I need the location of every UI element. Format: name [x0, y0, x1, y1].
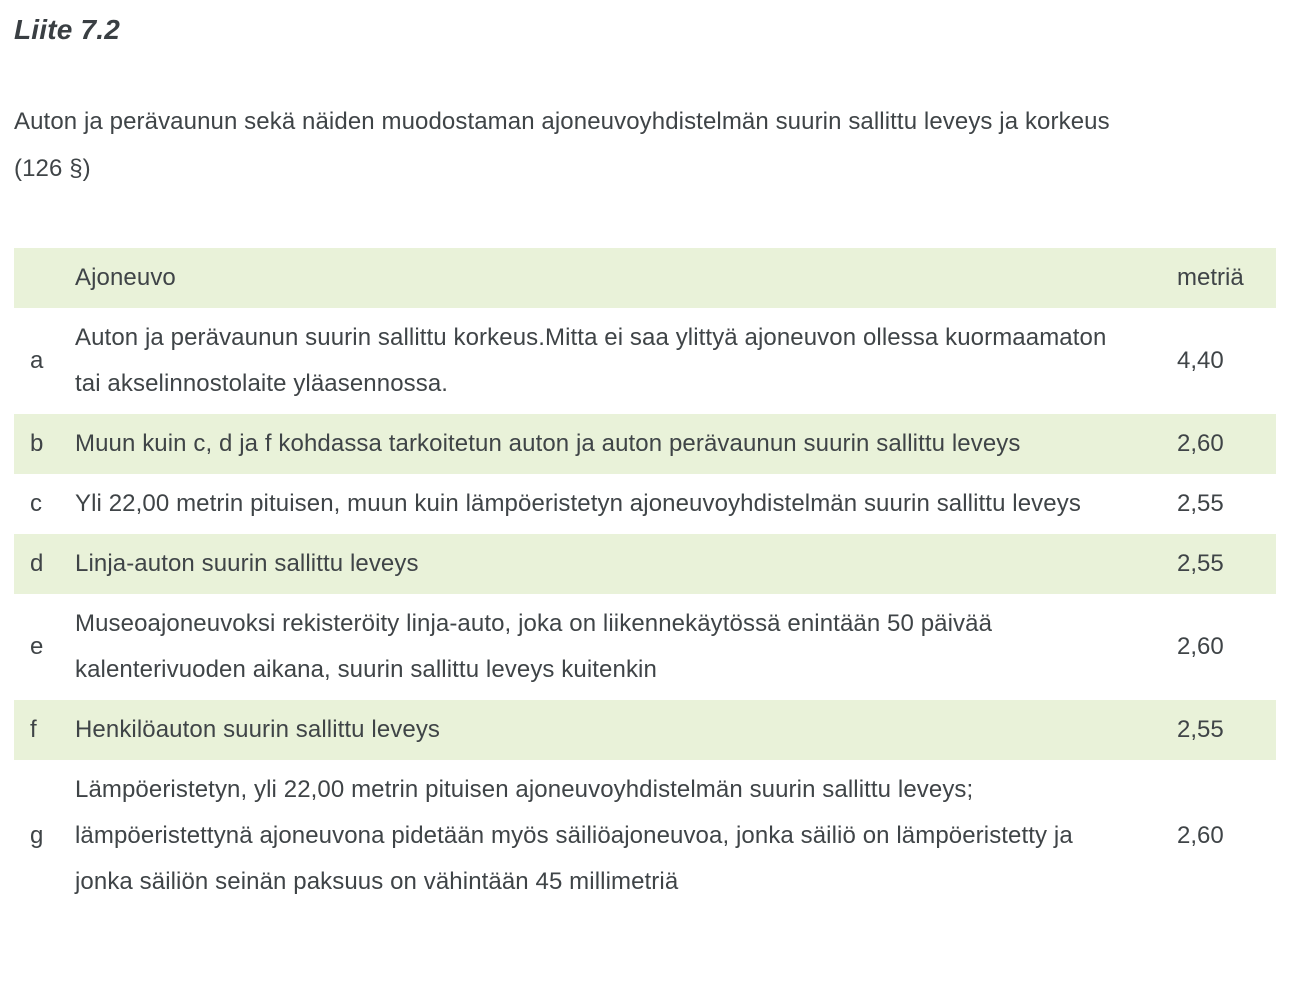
page-title: Liite 7.2: [14, 14, 121, 45]
row-letter: b: [30, 430, 44, 457]
table-row-a: [14, 308, 1276, 414]
row-value: 2,55: [1177, 550, 1224, 577]
column-header-unit: metriä: [1177, 264, 1244, 291]
table-row-e: [14, 594, 1276, 700]
row-description: Yli 22,00 metrin pituisen, muun kuin lämpöeristetyn ajoneuvoyhdistelmän suurin sallittu leveys: [75, 490, 1081, 517]
row-letter: g: [30, 822, 44, 849]
row-value: 2,55: [1177, 490, 1224, 517]
document-page: [0, 14, 1290, 912]
row-letter: c: [30, 490, 42, 517]
table-row-b: [14, 414, 1276, 474]
vehicle-limits-table: [14, 248, 1276, 912]
table-row-g: [14, 760, 1276, 912]
row-letter: e: [30, 633, 44, 660]
row-letter: d: [30, 550, 44, 577]
row-description: Muun kuin c, d ja f kohdassa tarkoitetun auton ja auton perävaunun suurin sallittu leveys: [75, 430, 1021, 457]
table-row-f: [14, 700, 1276, 760]
row-value: 2,60: [1177, 633, 1224, 660]
row-value: 2,55: [1177, 716, 1224, 743]
row-letter: f: [30, 716, 37, 743]
row-description: Museoajoneuvoksi rekisteröity linja-auto, joka on liikennekäytössä enintään 50 päivää kalenterivuoden aikana, suurin sallittu leveys kuitenkin: [75, 610, 993, 683]
intro-paragraph: Auton ja perävaunun sekä näiden muodostaman ajoneuvoyhdistelmän suurin sallittu leveys ja korkeus (126 §): [14, 108, 1110, 182]
table-row-c: [14, 474, 1276, 534]
table-row-d: [14, 534, 1276, 594]
table-header-row: [14, 248, 1276, 308]
row-description: Linja-auton suurin sallittu leveys: [75, 550, 419, 577]
row-description: Henkilöauton suurin sallittu leveys: [75, 716, 441, 743]
row-value: 4,40: [1177, 347, 1224, 374]
column-header-vehicle: Ajoneuvo: [75, 264, 176, 291]
header-letter-cell: [14, 248, 75, 308]
row-letter: a: [30, 347, 44, 374]
row-description: Lämpöeristetyn, yli 22,00 metrin pituisen ajoneuvoyhdistelmän suurin sallittu leveys; lämpöeristettynä ajoneuvona pidetään myös säiliöajoneuvoa, jonka säiliö on lämpöeristetty ja jonka säiliön seinän paksuus on vähintään 45 millimetriä: [75, 776, 1073, 895]
row-value: 2,60: [1177, 430, 1224, 457]
row-description: Auton ja perävaunun suurin sallittu korkeus.Mitta ei saa ylittyä ajoneuvon ollessa kuormaamaton tai akselinnostolaite yläasennossa.: [75, 324, 1107, 397]
row-value: 2,60: [1177, 822, 1224, 849]
